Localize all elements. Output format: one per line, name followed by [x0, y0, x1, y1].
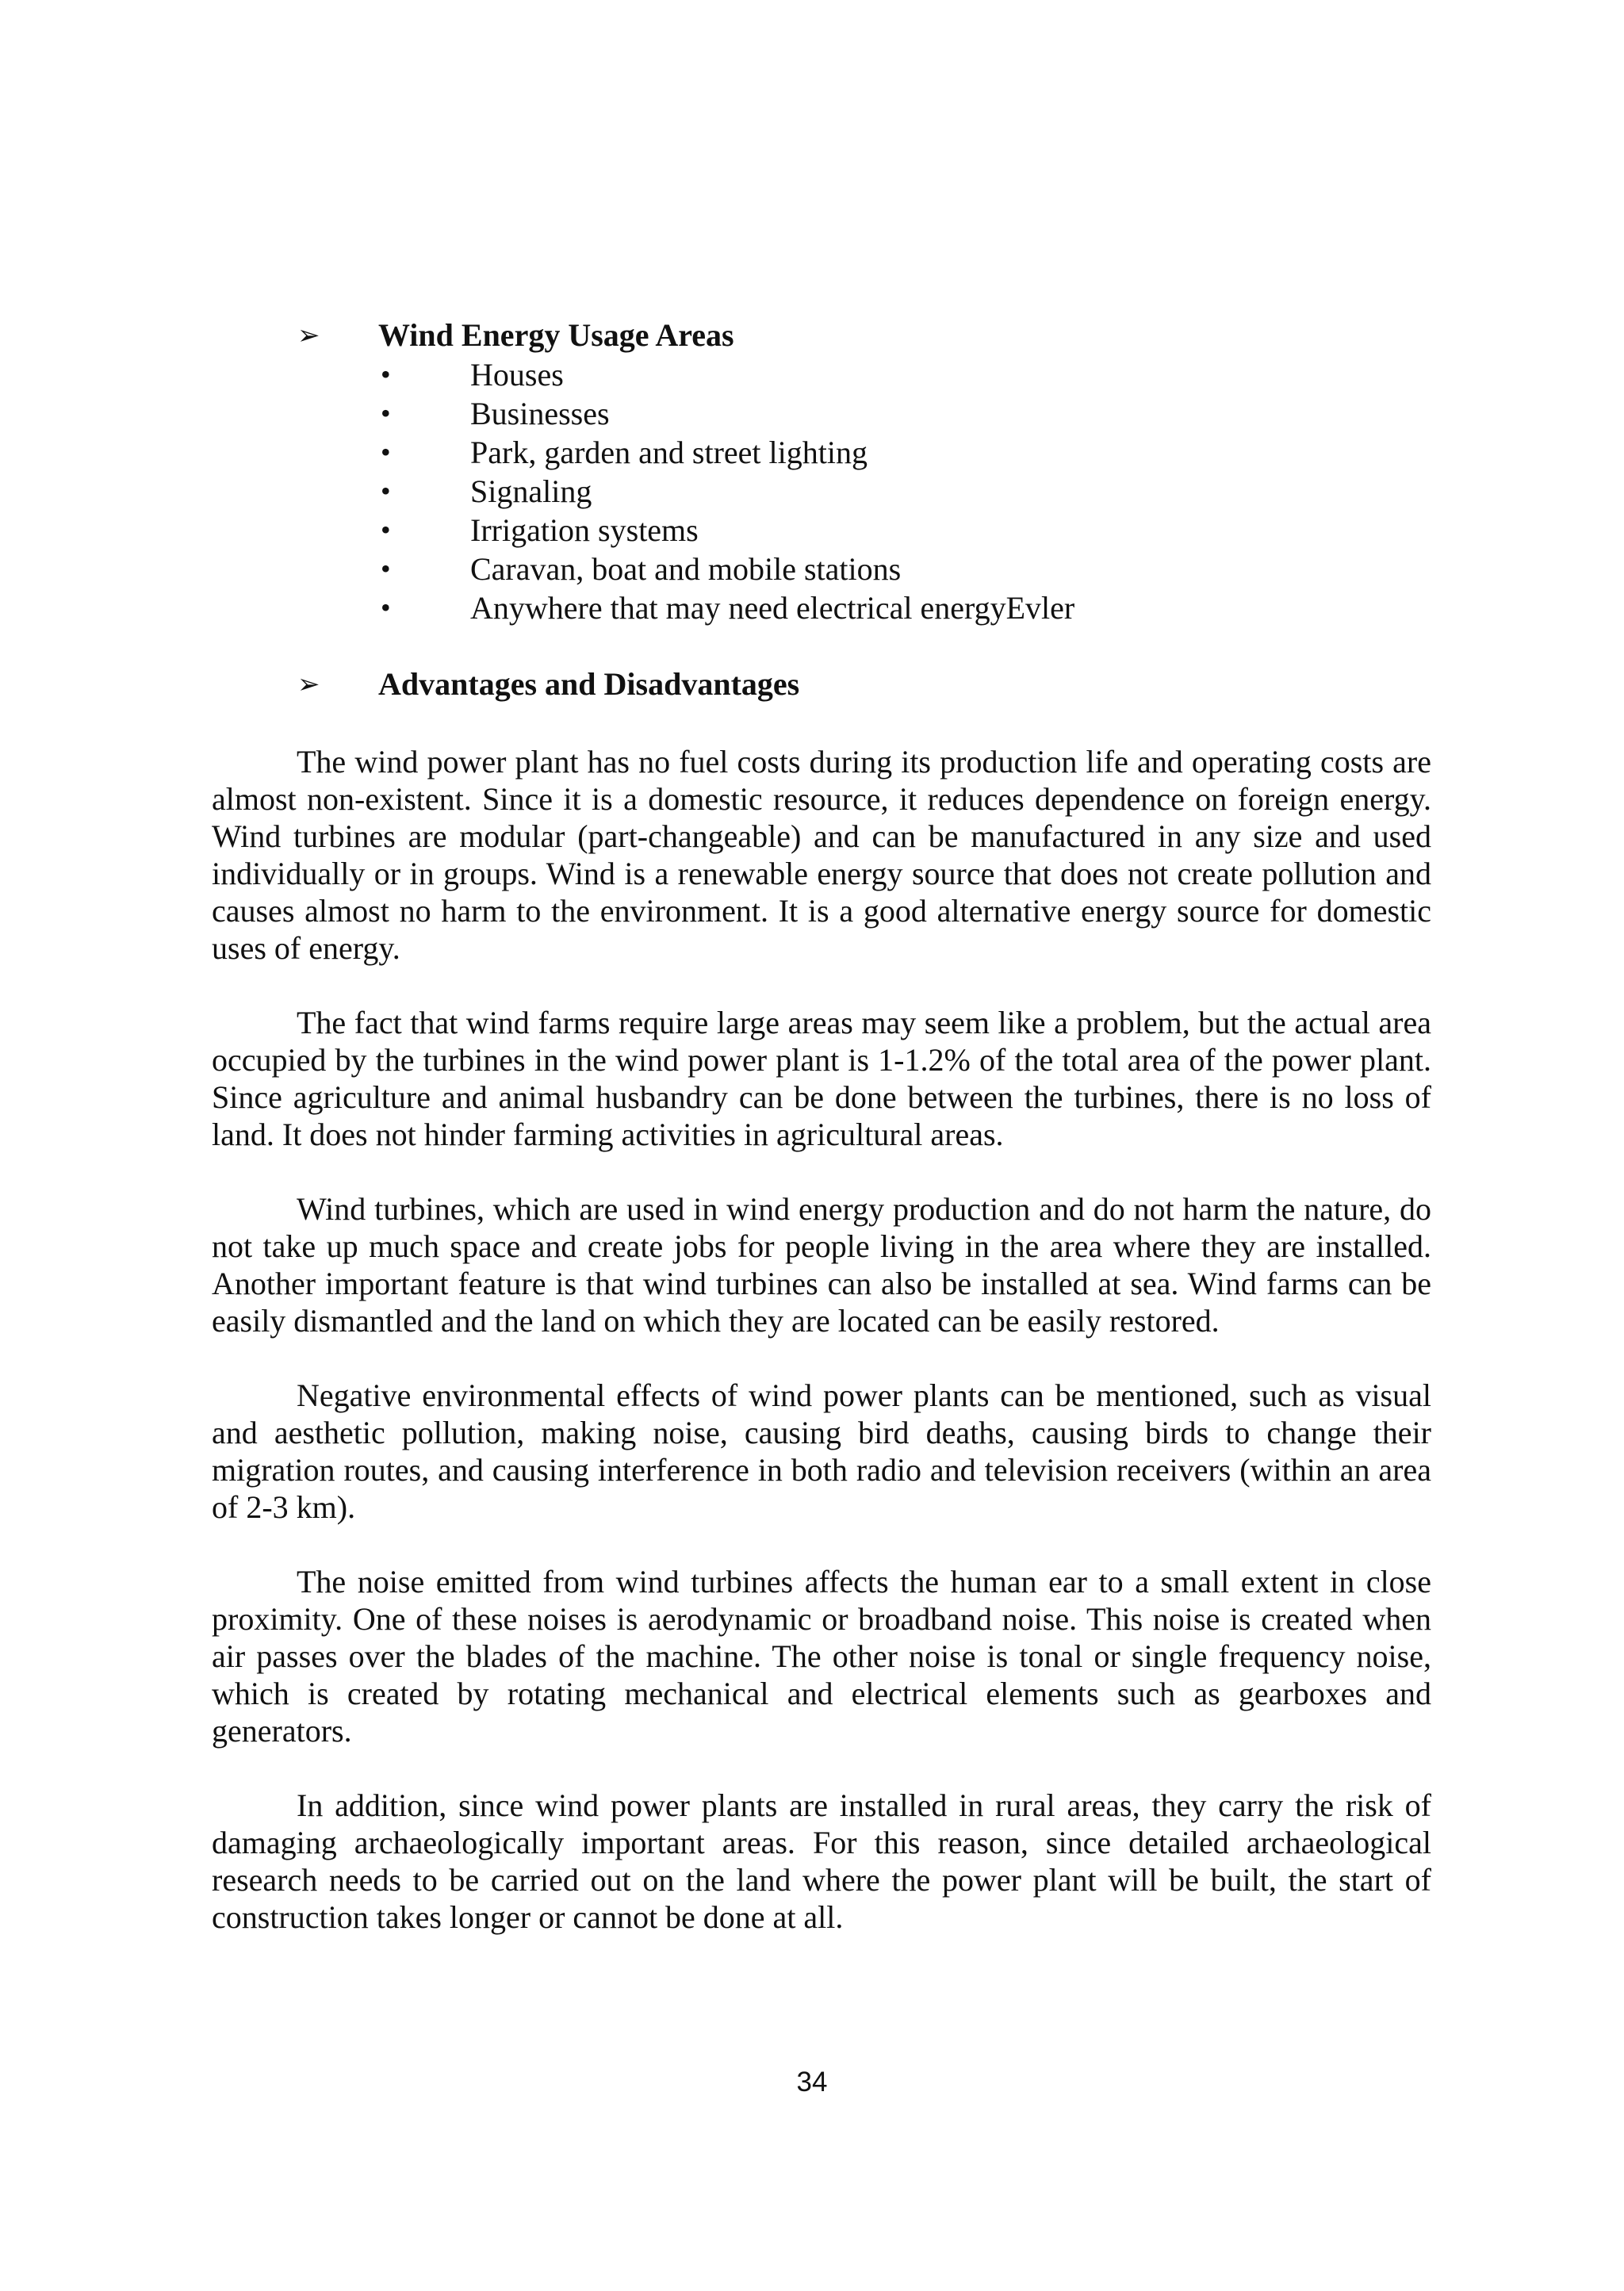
- list-item-label: Houses: [470, 357, 564, 393]
- bullet-dot-icon: •: [381, 514, 391, 546]
- bullet-dot-icon: •: [381, 436, 391, 468]
- list-item-label: Anywhere that may need electrical energyEvler: [470, 590, 1075, 626]
- body-paragraph: The wind power plant has no fuel costs during its production life and operating costs are almost non-existent. Since it is a domestic resource, it reduces dependence on foreign energy. Wind turbines are modular (part-changeable) and can be manufactured in any size and used individually or in groups. Wind is a renewable energy source that does not create pollution and causes almost no harm to the environment. It is a good alternative energy source for domestic uses of energy.: [212, 744, 1431, 966]
- body-paragraph: Negative environmental effects of wind power plants can be mentioned, such as visual and aesthetic pollution, making noise, causing bird deaths, causing birds to change their migration routes, and causing interference in both radio and television receivers (within an area of 2-3 km).: [212, 1377, 1431, 1525]
- spacer: [212, 1339, 1431, 1377]
- list-item-label: Signaling: [470, 473, 592, 509]
- usage-areas-title: Wind Energy Usage Areas: [378, 317, 734, 353]
- list-item-label: Caravan, boat and mobile stations: [470, 551, 902, 587]
- advantages-heading: [212, 665, 1431, 704]
- spacer: [212, 1749, 1431, 1787]
- list-item: [212, 550, 1431, 588]
- list-item-label: Irrigation systems: [470, 512, 699, 548]
- body-paragraph: In addition, since wind power plants are installed in rural areas, they carry the risk of damaging archaeologically important areas. For this reason, since detailed archaeological research needs to be carried out on the land where the power plant will be built, the start of construction takes longer or cannot be done at all.: [212, 1787, 1431, 1935]
- page-number: 34: [796, 2067, 828, 2098]
- spacer: [212, 1153, 1431, 1190]
- list-item: [212, 511, 1431, 550]
- spacer: [212, 1526, 1431, 1563]
- bullet-dot-icon: •: [381, 475, 391, 507]
- bullet-dot-icon: •: [381, 592, 391, 623]
- body-paragraph: The fact that wind farms require large areas may seem like a problem, but the actual area occupied by the turbines in the wind power plant is 1-1.2% of the total area of the power plant. Since agriculture and animal husbandry can be done between the turbines, there is no loss of land. It does not hinder farming activities in agricultural areas.: [212, 1005, 1431, 1152]
- spacer: [212, 704, 1431, 743]
- spacer: [212, 627, 1431, 665]
- usage-areas-list: [212, 355, 1431, 627]
- list-item: [212, 472, 1431, 511]
- spacer: [212, 967, 1431, 1004]
- list-item: [212, 394, 1431, 433]
- arrow-bullet-icon: ➢: [297, 320, 320, 351]
- list-item-label: Park, garden and street lighting: [470, 435, 868, 470]
- bullet-dot-icon: •: [381, 397, 391, 429]
- usage-areas-heading: [212, 316, 1431, 355]
- list-item: [212, 355, 1431, 394]
- arrow-bullet-icon: ➢: [297, 669, 320, 700]
- list-item: [212, 433, 1431, 472]
- page-content: [212, 316, 1431, 1936]
- list-item: [212, 588, 1431, 627]
- bullet-dot-icon: •: [381, 553, 391, 584]
- list-item-label: Businesses: [470, 396, 610, 431]
- body-paragraph: The noise emitted from wind turbines affects the human ear to a small extent in close proximity. One of these noises is aerodynamic or broadband noise. This noise is created when air passes over the blades of the machine. The other noise is tonal or single frequency noise, which is created by rotating mechanical and electrical elements such as gearboxes and generators.: [212, 1564, 1431, 1749]
- bullet-dot-icon: •: [381, 358, 391, 390]
- advantages-title: Advantages and Disadvantages: [378, 666, 800, 702]
- body-paragraph: Wind turbines, which are used in wind energy production and do not harm the nature, do not take up much space and create jobs for people living in the area where they are installed. Another important feature is that wind turbines can also be installed at sea. Wind farms can be easily dismantled and the land on which they are located can be easily restored.: [212, 1191, 1431, 1339]
